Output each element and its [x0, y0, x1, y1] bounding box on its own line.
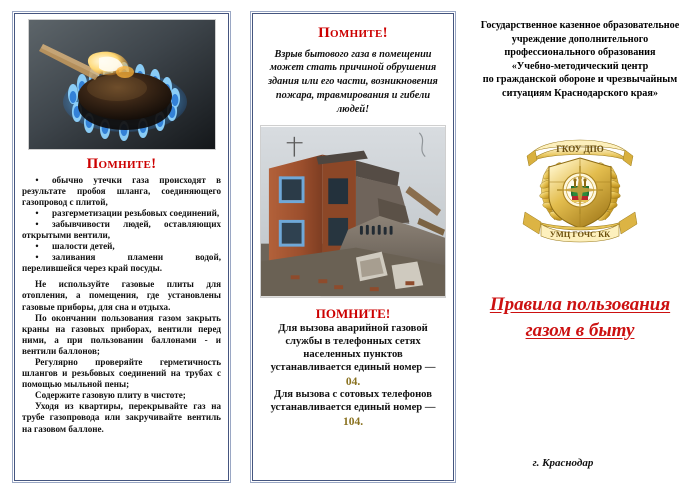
column2-heading-bottom: ПОМНИТЕ! [315, 306, 391, 322]
gas-burner-photo [28, 19, 216, 150]
column2-heading-top: Помните! [318, 25, 388, 41]
panel-right [460, 0, 700, 495]
safety-paragraph: По окончании пользования газом закрыть краны на газовых приборах, вентили перед ними, а при пользовании баллонами - и вентили баллонов; [22, 312, 221, 356]
emergency-call-line: устанавливается единый номер — [270, 402, 436, 414]
organization-line: профессионального образования [504, 47, 656, 59]
panel-left [0, 0, 238, 495]
safety-paragraph: Уходя из квартиры, перекрывайте газ на трубе газопровода или закручивайте вентиль на газовом баллоне. [22, 401, 221, 434]
destroyed-building-photo [260, 125, 446, 298]
ruin-photo-wrap [260, 125, 446, 298]
organization-name [474, 19, 686, 100]
emergency-call-line: Для вызова аварийной газовой [278, 323, 428, 335]
emergency-call-line: устанавливается единый номер — [270, 362, 436, 374]
organization-line: учреждение дополнительного [511, 33, 649, 45]
city-label: г. Краснодар [532, 457, 594, 469]
organization-line: по гражданской обороне и чрезвычайным [482, 74, 678, 86]
emblem-bottom-banner-text: УМЦ ГОЧС КК [549, 230, 611, 240]
stove-photo-wrap [22, 19, 221, 150]
page-title-line1: Правила пользования [489, 294, 671, 316]
bullet-item: • обычно утечки газа происходят в результате пробоя шланга, соединяющего газопровод с плитой, [22, 175, 221, 208]
bullet-item: • заливания пламени водой, перелившейся через край посуды. [22, 252, 221, 274]
bullet-item: • шалости детей, [22, 241, 221, 252]
emergency-call-line: Для вызова с сотовых телефонов [274, 389, 432, 401]
page-title [472, 292, 688, 343]
emergency-number-landline: 04. [345, 376, 361, 389]
organization-line: ситуациям Краснодарского края» [502, 87, 658, 99]
emergency-call-line: населенных пунктов [303, 349, 403, 361]
emergency-call-line: службы в телефонных сетях [285, 336, 421, 348]
panel-middle [238, 0, 460, 495]
column1-heading: Помните! [86, 156, 157, 172]
organization-line: «Учебно-методический центр [511, 60, 649, 72]
emergency-number-mobile: 104. [342, 416, 364, 429]
safety-paragraph: Регулярно проверяйте герметичность шлангов и резьбовых соединений на трубах с помощью мыльной пены; [22, 357, 221, 390]
page-title-line2: газом в быту [525, 319, 635, 341]
explosion-warning-text: Взрыв бытового газа в помещении может стать причиной обрушения здания или его части, возникновения пожара, травмирования и гибели людей! [268, 48, 438, 115]
panel-middle-frame [252, 13, 454, 481]
emblem-top-banner-text: ГКОУ ДПО [556, 144, 604, 155]
bullet-item: • забывчивости людей, оставляющих открытыми вентили, [22, 219, 221, 241]
safety-paragraph: Не используйте газовые плиты для отопления, а помещения, где установлены газовые приборы, для сна и отдыха. [22, 279, 221, 312]
safety-paragraph: Содержите газовую плиту в чистоте; [35, 390, 186, 401]
emblem-wrap [468, 126, 692, 248]
organization-line: Государственное казенное образовательное [480, 20, 680, 31]
panel-right-content [468, 10, 692, 485]
organization-emblem-icon [519, 126, 641, 248]
bullet-item: • разгерметизации резьбовых соединений, [22, 208, 221, 219]
panel-left-frame [14, 13, 229, 481]
